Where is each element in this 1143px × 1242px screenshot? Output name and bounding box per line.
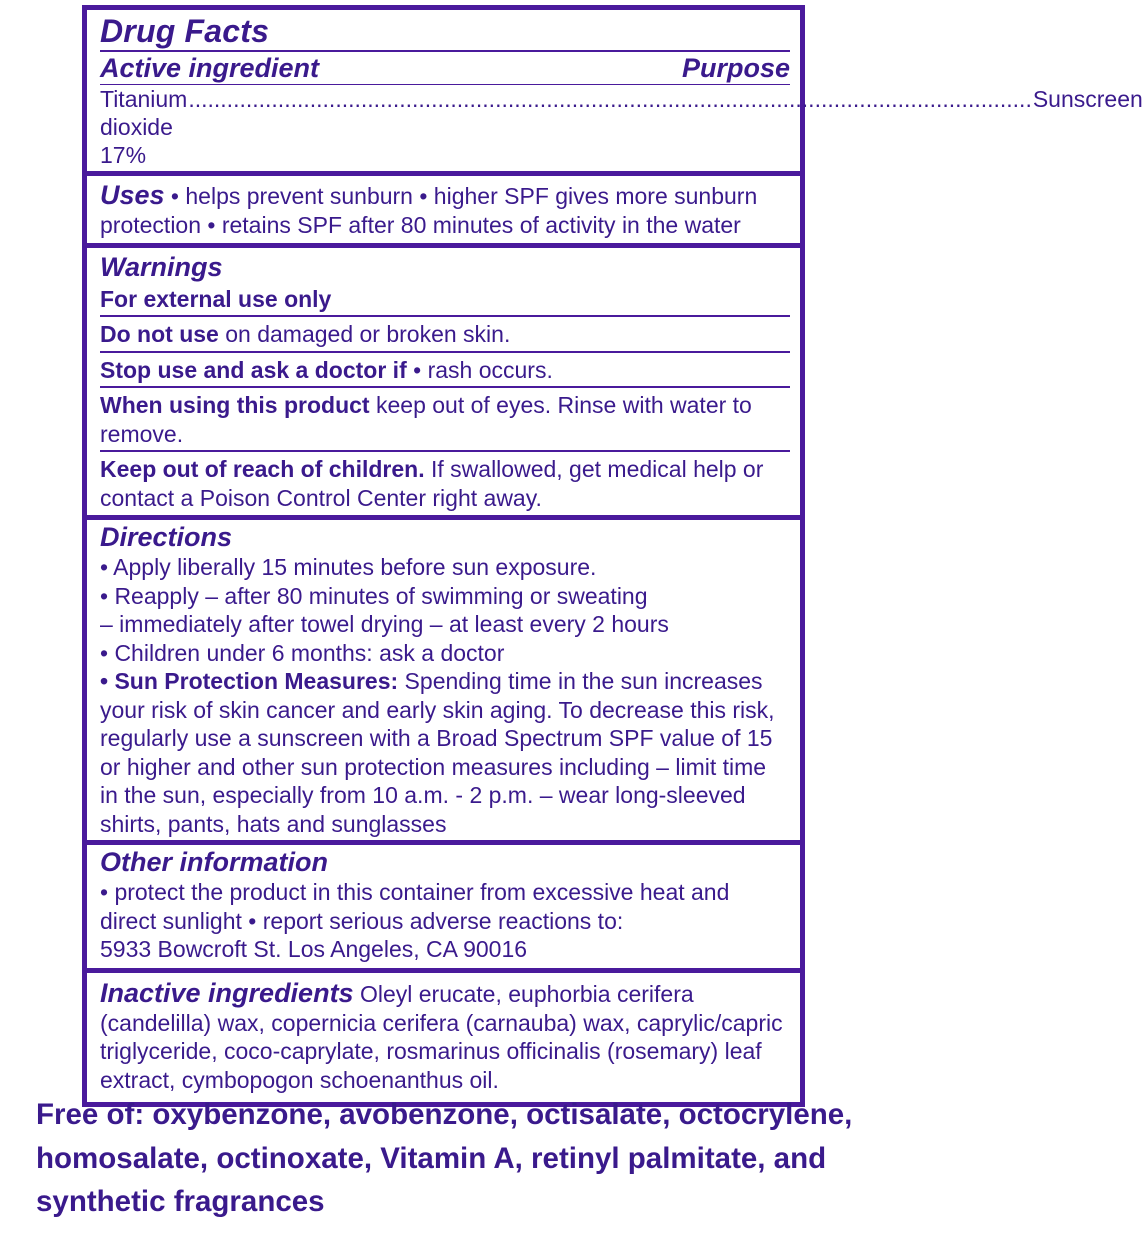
inactive-section [87,968,800,1103]
when-using-label: When using this product [100,392,370,418]
address: 5933 Bowcroft St. Los Angeles, CA 90016 [100,936,528,962]
warnings-heading: Warnings [100,251,223,282]
stop-use [100,351,790,387]
uses-text: • helps prevent sunburn • higher SPF gives more sunburn protection • retains SPF after 80 minutes of activity in the water [100,183,758,238]
free-of-statement: Free of: oxybenzone, avobenzone, octisalate, octocrylene, homosalate, octinoxate, Vitamin A, retinyl palmitate, and synthetic fragrances [36,1098,853,1218]
page-title: Drug Facts [100,13,270,49]
keep-out-label: Keep out of reach of children. [100,456,425,482]
ingredient-name: Titanium dioxide 17% [100,86,188,168]
directions-line-1: • Apply liberally 15 minutes before sun exposure. [100,554,597,580]
active-header-row [100,50,790,84]
stop-use-label: Stop use and ask a doctor if [100,356,407,383]
purpose-heading: Purpose [681,53,790,83]
sun-protection-measures [100,667,790,838]
warnings-section [87,243,800,516]
inactive-heading: Inactive ingredients [100,977,354,1008]
when-using [100,386,790,450]
directions-line-2: • Reapply – after 80 minutes of swimming or sweating [100,582,648,609]
inactive-text: Oleyl erucate, euphorbia cerifera (candelilla) wax, copernicia cerifera (carnauba) wax, caprylic/capric triglyceride, coco-caprylate, rosmarinus officinalis (rosemary) leaf extract, cymbopogon schoenanthus oil. [100,980,783,1093]
ingredient-purpose: Sunscreen [1032,86,1143,112]
do-not-use-label: Do not use [100,321,219,347]
external-use-only: For external use only [100,285,332,312]
other-info-heading: Other information [100,847,328,877]
title-section [87,12,1143,171]
directions-section [87,515,800,840]
directions-line-4: • Children under 6 months: ask a doctor [100,639,505,666]
inactive-block [100,977,790,1095]
do-not-use [100,315,790,351]
directions-line-3: – immediately after towel drying – at least every 2 hours [100,611,669,637]
active-ingredient-heading: Active ingredient [100,53,320,83]
drug-facts-panel [82,5,1143,1107]
uses-section [87,171,800,243]
stop-use-text: • rash occurs. [406,356,553,383]
directions-heading: Directions [100,522,233,552]
keep-out-text: If swallowed, get medical help or contact a Poison Control Center right away. [100,456,764,511]
uses-heading: Uses [100,180,165,210]
other-info-text: • protect the product in this container from excessive heat and direct sunlight • report serious adverse reactions to: [100,879,730,934]
other-info-section [87,840,800,968]
keep-out-of-reach [100,450,790,515]
uses-text-block [100,179,790,240]
active-ingredient-row [100,84,1143,169]
leader-dots: .................................................................................................................................... [188,86,1032,112]
when-using-text: keep out of eyes. Rinse with water to remove. [100,392,752,447]
measures-text: Spending time in the sun increases your risk of skin cancer and early skin aging. To decrease this risk, regularly use a sunscreen with a Broad Spectrum SPF value of 15 or higher and other sun protection measures including – limit time in the sun, especially from 10 a.m. - 2 p.m. – wear long-sleeved shirts, pants, hats and sunglasses [100,668,775,837]
measures-label: • Sun Protection Measures: [100,668,399,694]
do-not-use-text: on damaged or broken skin. [218,321,511,347]
